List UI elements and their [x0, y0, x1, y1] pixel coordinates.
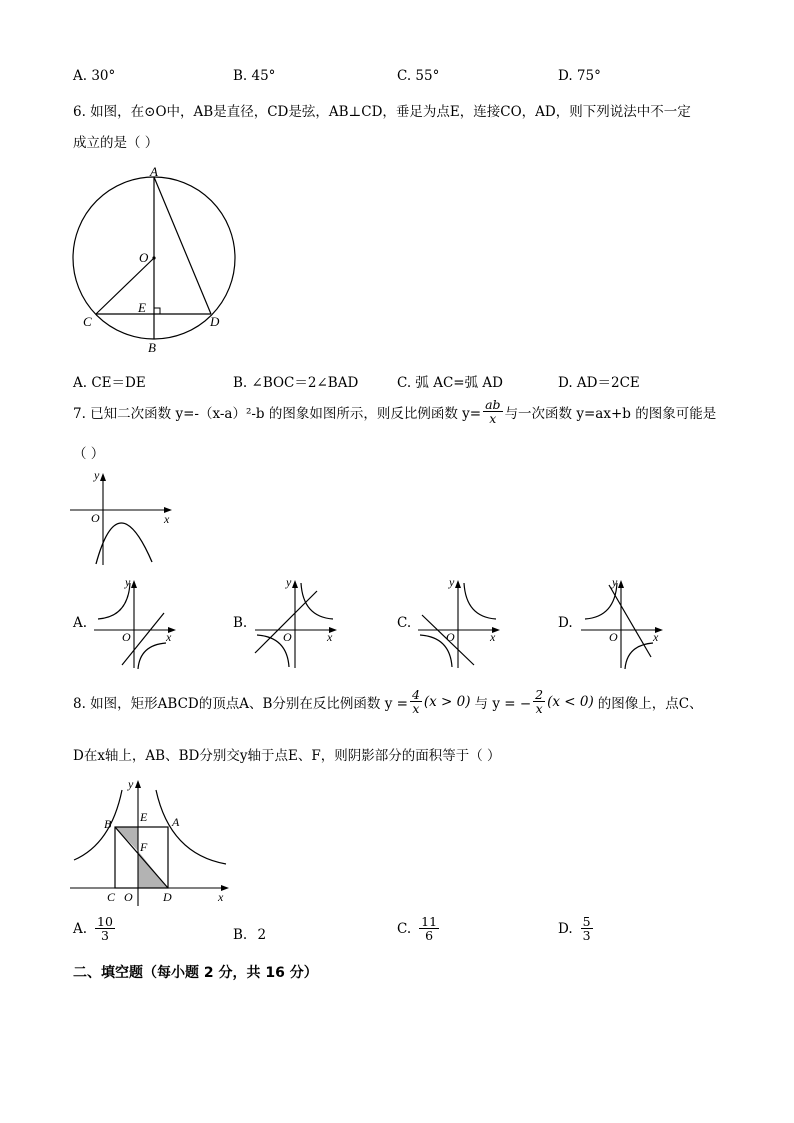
q8-stem-line1 — [73, 688, 703, 715]
axis-label-y: y — [612, 575, 618, 589]
q5-option-a: A. 30° — [73, 68, 116, 84]
axis-label-o: O — [609, 630, 618, 644]
label-e: E — [138, 300, 146, 315]
axis-label-y: y — [125, 575, 131, 589]
label-o: O — [139, 250, 149, 265]
q8-option-a-num: 10 — [97, 914, 113, 929]
label-o: O — [124, 890, 133, 904]
label-f: F — [140, 840, 148, 854]
q6-option-c: C. 弧 AC=弧 AD — [397, 375, 503, 391]
q8-option-a-den: 3 — [101, 928, 109, 944]
q7-fraction-ab-over-x — [483, 398, 502, 425]
label-d: D — [163, 890, 172, 904]
q8-rectangle-figure — [66, 774, 238, 908]
q8-option-c — [397, 915, 441, 942]
q8-option-a-letter: A. — [73, 920, 88, 937]
axis-label-y: y — [286, 575, 292, 589]
axis-label-x: x — [327, 630, 333, 644]
q5-option-b: B. 45° — [233, 68, 276, 84]
axis-label-o: O — [283, 630, 292, 644]
right-angle-mark — [154, 308, 160, 314]
q7-stem-line1 — [73, 398, 716, 425]
q8-option-b-value: 2 — [257, 927, 267, 943]
q8-stem-part1: 8. 如图，矩形ABCD的顶点A、B分别在反比例函数 y = — [73, 695, 408, 712]
label-c: C — [107, 890, 116, 904]
q7-option-c-letter: C. — [397, 615, 412, 631]
hyperbola-branch-lower-right — [625, 643, 653, 669]
axis-label-x: x — [166, 630, 172, 644]
q8-option-d-den: 3 — [582, 928, 591, 944]
axis-label-o: O — [91, 511, 100, 525]
label-c: C — [83, 314, 92, 329]
q6-stem-line2: 成立的是（ ） — [73, 135, 159, 151]
q6-option-b: B. ∠BOC＝2∠BAD — [233, 375, 359, 391]
q7-option-d-letter: D. — [558, 615, 573, 631]
axis-label-o: O — [446, 630, 455, 644]
q7-stem-part1: 7. 已知二次函数 y=-（x-a）²-b 的图象如图所示，则反比例函数 y= — [73, 405, 482, 422]
q8-option-c-den: 6 — [425, 928, 434, 944]
q7-parabola-figure — [66, 468, 181, 568]
axis-label-y: y — [94, 468, 100, 482]
parabola-curve — [96, 523, 152, 564]
axis-label-x: x — [490, 630, 496, 644]
q8-option-c-letter: C. — [397, 920, 412, 937]
label-y: y — [128, 777, 134, 791]
q6-option-d: D. AD＝2CE — [558, 375, 640, 391]
q8-option-a — [73, 915, 117, 942]
hyperbola-branch-upper-right — [464, 583, 496, 619]
label-b: B — [148, 340, 156, 355]
section-2-heading: 二、填空题（每小题 2 分，共 16 分） — [73, 965, 318, 981]
axis-label-x: x — [164, 512, 170, 526]
q6-option-a: A. CE＝DE — [73, 375, 146, 391]
q7-option-d-graph — [573, 573, 668, 670]
q8-stem-line2: D在x轴上，AB、BD分别交y轴于点E、F，则阴影部分的面积等于（ ） — [73, 748, 501, 764]
label-e: E — [140, 810, 148, 824]
q8-frac1-den: x — [412, 701, 420, 717]
q8-option-d — [558, 915, 595, 942]
q7-option-a-letter: A. — [73, 615, 88, 631]
hyperbola-branch-upper-right — [301, 583, 333, 619]
q7-option-a-graph — [86, 573, 181, 670]
axis-label-o: O — [122, 630, 131, 644]
q7-frac-den: x — [489, 411, 497, 427]
q8-condition-2: (x < 0) — [547, 693, 594, 710]
label-a: A — [172, 815, 180, 829]
label-x: x — [218, 890, 224, 904]
q7-option-b-letter: B. — [233, 615, 248, 631]
q5-option-d: D. 75° — [558, 68, 601, 84]
q8-frac1-num: 4 — [411, 687, 420, 702]
q7-stem-line2: （ ） — [73, 446, 105, 462]
q6-circle-figure — [66, 160, 236, 360]
q8-option-d-fraction — [581, 915, 593, 942]
q8-fraction-2-over-x — [533, 688, 545, 715]
segment-ad — [154, 177, 211, 314]
q8-option-b — [233, 927, 266, 943]
q8-option-a-fraction — [95, 915, 115, 942]
axis-label-y: y — [449, 575, 455, 589]
q8-stem-mid: 与 y = − — [474, 695, 532, 712]
q8-condition-1: (x > 0) — [423, 693, 471, 710]
linear-function-line — [609, 585, 651, 657]
q5-option-c: C. 55° — [397, 68, 440, 84]
q8-frac2-num: 2 — [535, 687, 544, 702]
axis-label-x: x — [653, 630, 659, 644]
q8-stem-part2: 的图像上，点C、 — [597, 695, 703, 712]
q7-option-c-graph — [410, 573, 505, 670]
q8-option-d-num: 5 — [582, 914, 591, 929]
q7-option-b-graph — [247, 573, 342, 670]
label-a: A — [150, 164, 158, 179]
q8-option-c-fraction — [419, 915, 439, 942]
label-d: D — [210, 314, 220, 329]
hyperbola-branch-lower-right — [138, 643, 166, 669]
q8-option-c-num: 11 — [421, 914, 438, 929]
q8-option-d-letter: D. — [558, 920, 573, 937]
q7-frac-num: ab — [485, 397, 501, 412]
label-b: B — [104, 817, 112, 831]
q6-stem-line1: 6. 如图，在⊙O中，AB是直径，CD是弦，AB⊥CD，垂足为点E，连接CO，AD，则下列说法中不一定 — [73, 104, 691, 120]
q7-stem-part2: 与一次函数 y=ax+b 的图象可能是 — [504, 405, 717, 422]
q8-frac2-den: x — [535, 701, 543, 717]
center-dot — [152, 256, 155, 259]
q8-option-b-letter: B. — [233, 927, 248, 943]
q8-fraction-4-over-x — [410, 688, 422, 715]
